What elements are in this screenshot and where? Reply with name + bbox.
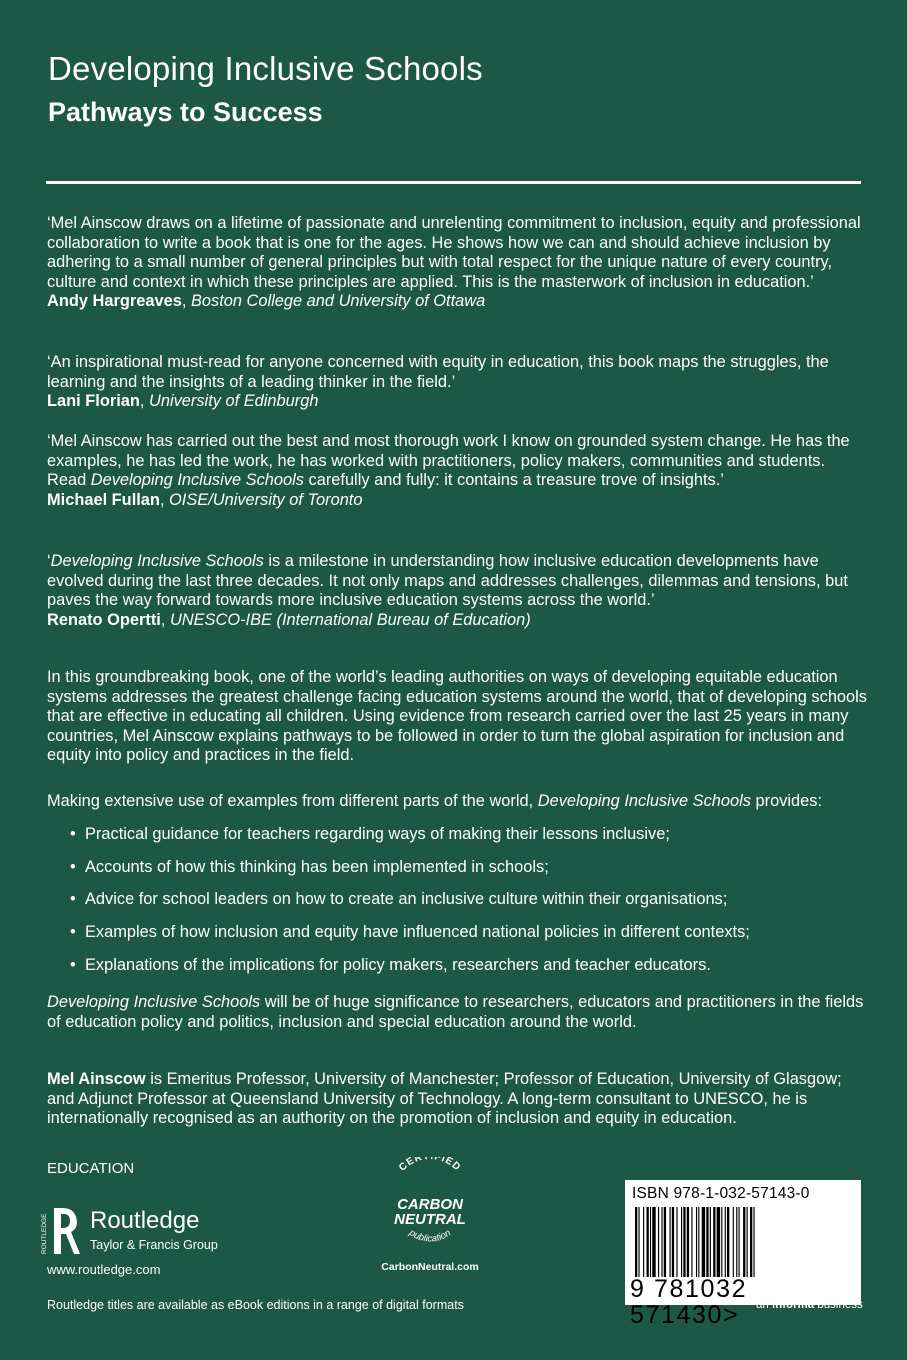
certified-text: CER FIED	[397, 1157, 463, 1174]
routledge-r-icon	[42, 1204, 80, 1256]
publisher-group: Taylor & Francis Group	[90, 1238, 218, 1252]
bullet-icon: •	[70, 825, 76, 843]
quote-author: Lani Florian	[47, 392, 140, 410]
author-name: Mel Ainscow	[47, 1070, 146, 1088]
quote-affiliation: University of Edinburgh	[149, 392, 319, 410]
barcode-bar	[698, 1207, 699, 1277]
quote-book-title: Developing Inclusive Schools	[50, 552, 264, 570]
barcode-bar	[725, 1207, 726, 1277]
routledge-side-text: ROUTLEDGE	[41, 1213, 48, 1254]
quote-open-mark: ‘	[47, 552, 51, 570]
barcode-bar	[736, 1207, 737, 1277]
carbon-neutral-icon	[374, 1157, 486, 1257]
quote-book-title: Developing Inclusive Schools	[90, 471, 304, 489]
book-title: Developing Inclusive Schools	[48, 50, 483, 87]
barcode-bar	[670, 1207, 671, 1277]
list-item-text: Examples of how inclusion and equity have influenced national policies in different contexts;	[85, 923, 750, 942]
barcode-bar	[727, 1207, 729, 1277]
subject-category: EDUCATION	[47, 1160, 135, 1177]
barcode-bar	[750, 1207, 752, 1277]
bullet-icon: •	[70, 857, 76, 876]
barcode-bar	[743, 1207, 745, 1277]
barcode-bar	[650, 1207, 651, 1277]
barcode-bar	[658, 1207, 659, 1277]
barcode-bar	[683, 1207, 685, 1277]
neutral-text: NEUTRAL	[394, 1211, 466, 1228]
barcode-bar	[638, 1207, 639, 1277]
list-item-text: Practical guidance for teachers regarding ways of making their lessons inclusive;	[85, 825, 670, 843]
barcode-bar	[652, 1207, 655, 1277]
bullet-icon: •	[70, 955, 76, 974]
quote-text: ‘Mel Ainscow has carried out the best and most thorough work I know on grounded system change. He has the examples, he has led the work, he has worked with practitioners, policy makers, communities and students. Read	[47, 432, 850, 489]
barcode-bar	[661, 1207, 662, 1277]
intro-book-title: Developing Inclusive Schools	[537, 792, 751, 810]
bullet-icon: •	[70, 923, 76, 942]
barcode-bar	[681, 1207, 682, 1277]
significance-paragraph	[47, 993, 867, 1032]
quote-text: ‘An inspirational must-read for anyone concerned with equity in education, this book maps the struggles, the learning and the insights of a leading thinker in the field.’	[47, 353, 829, 391]
publication-text: publication	[407, 1227, 453, 1245]
barcode-bar	[713, 1207, 715, 1277]
informa-brand: informa	[772, 1299, 815, 1311]
carbon-neutral-logo	[374, 1157, 486, 1277]
barcode-bar	[664, 1207, 666, 1277]
bullet-icon: •	[70, 890, 76, 909]
quote-block-4: ‘Developing Inclusive Schools is a milestone in understanding how inclusive education developments have evolved during the last three decades. It not only maps and addresses challenges, dilemmas and tensions, but paves the way forward towards more inclusive education systems across the world.’ Renato Opertti, UNESCO-IBE (International Bureau of Education)	[47, 552, 848, 629]
quote-author: Andy Hargreaves	[47, 292, 182, 310]
feature-list	[70, 825, 870, 988]
divider-rule	[46, 181, 861, 184]
svg-text:CERTIFIED	[397, 1157, 463, 1174]
barcode-bar	[647, 1207, 649, 1277]
barcode-bar	[687, 1207, 689, 1277]
barcode-bar	[747, 1207, 748, 1277]
routledge-logo	[42, 1204, 252, 1260]
list-item	[70, 858, 870, 878]
barcode-bar	[676, 1207, 677, 1277]
quote-text-end: carefully and fully: it contains a treasure trove of insights.’	[303, 471, 724, 489]
list-item	[70, 956, 870, 976]
list-item	[70, 890, 870, 910]
quote-author: Michael Fullan	[47, 490, 160, 509]
informa-suffix: business	[814, 1299, 863, 1311]
barcode-bar	[672, 1207, 674, 1277]
barcode-bar	[733, 1207, 734, 1277]
quote-author: Renato Opertti	[47, 610, 161, 629]
informa-tagline	[756, 1299, 863, 1311]
list-item-text: Explanations of the implications for policy makers, researchers and teacher educators.	[85, 955, 711, 974]
quote-block-1: ‘Mel Ainscow draws on a lifetime of passionate and unrelenting commitment to inclusion, equity and professional collaboration to write a book that is one for the ages. He shows how we can and should achieve inclusion by adhering to a small number of general principles but with total respect for the unique nature of every country, culture and context in which these principles are applied. This is the masterwork of inclusion in education.’ Andy Hargreaves, Boston College and University of Ottawa	[47, 214, 861, 310]
carbon-neutral-url: CarbonNeutral.com	[381, 1261, 479, 1273]
barcode-bar	[643, 1207, 644, 1277]
list-item	[70, 923, 870, 943]
quote-text: ‘Mel Ainscow draws on a lifetime of passionate and unrelenting commitment to inclusion, equity and professional collaboration to write a book that is one for the ages. He shows how we can and should achieve inclusion by adhering to a small number of general principles but with total respect for the unique nature of every country, culture and context in which these principles are applied. This is the masterwork of inclusion in education.’	[47, 214, 861, 291]
author-bio-text: is Emeritus Professor, University of Manchester; Professor of Education, University of Glasgow; and Adjunct Professor at Queensland University of Technology. A long-term consultant to UNESCO, he is internationally recognised as an authority on the promotion of inclusion and equity in education.	[47, 1070, 842, 1127]
carbon-text: CARBON	[397, 1196, 463, 1213]
barcode-bar	[696, 1207, 697, 1277]
list-item	[70, 825, 870, 845]
book-subtitle: Pathways to Success	[48, 97, 323, 127]
significance-book-title: Developing Inclusive Schools	[47, 993, 261, 1011]
ebook-footer-note: Routledge titles are available as eBook editions in a range of digital formats	[47, 1298, 464, 1312]
informa-prefix: an	[756, 1299, 772, 1311]
barcode-bar	[702, 1207, 705, 1277]
quote-affiliation: OISE/University of Toronto	[169, 490, 363, 509]
quote-affiliation: Boston College and University of Ottawa	[190, 292, 486, 310]
barcode-bar	[717, 1207, 720, 1277]
list-item-text: Accounts of how this thinking has been implemented in schools;	[85, 857, 549, 876]
barcode-bar	[706, 1207, 708, 1277]
quote-block-3: ‘Mel Ainscow has carried out the best and most thorough work I know on grounded system change. He has the examples, he has led the work, he has worked with practitioners, policy makers, communities and students. Read Developing Inclusive Schools carefully and fully: it contains a treasure trove of insights.’ Michael Fullan, OISE/University of Toronto	[47, 432, 850, 509]
isbn-label: ISBN 978-1-032-57143-0	[632, 1185, 810, 1202]
isbn-number: 9 781032 571430	[630, 1275, 748, 1329]
barcode-bar	[635, 1207, 637, 1277]
quote-block-2: ‘An inspirational must-read for anyone concerned with equity in education, this book maps the struggles, the learning and the insights of a leading thinker in the field.’ Lani Florian, University of Edinburgh	[47, 353, 829, 410]
quote-text-end: is a milestone in understanding how inclusive education developments have evolved during the last three decades. It not only maps and addresses challenges, dilemmas and tensions, but paves the way forward towards more inclusive education systems across the world.’	[47, 552, 848, 609]
barcode-bar	[710, 1207, 711, 1277]
quote-affiliation: UNESCO-IBE (International Bureau of Education)	[169, 610, 531, 629]
barcode-bars	[635, 1207, 845, 1277]
significance-text: will be of huge significance to researchers, educators and practitioners in the fields of education policy and politics, inclusion and special education around the world.	[47, 993, 864, 1031]
barcode-bar	[739, 1207, 740, 1277]
author-bio	[47, 1070, 867, 1129]
list-item-text: Advice for school leaders on how to create an inclusive culture within their organisations;	[85, 890, 728, 909]
isbn-arrow: >	[723, 1301, 740, 1329]
publisher-url: www.routledge.com	[47, 1262, 161, 1277]
barcode-bar	[691, 1207, 692, 1277]
intro-before: Making extensive use of examples from different parts of the world,	[47, 792, 538, 810]
barcode-bar	[721, 1207, 722, 1277]
svg-text:publication	[406, 1227, 453, 1245]
barcode-bar	[753, 1207, 754, 1277]
provides-intro	[47, 792, 867, 812]
book-description: In this groundbreaking book, one of the world’s leading authorities on ways of developing equitable education systems addresses the greatest challenge facing education systems around the world, that of developing schools that are effective in educating all children. Using evidence from research carried over the last 25 years in many countries, Mel Ainscow explains pathways to be followed in order to turn the global aspiration for inclusion and equity into policy and practices in the field.	[47, 668, 868, 764]
publisher-name: Routledge	[90, 1207, 200, 1234]
intro-after: provides:	[750, 792, 823, 810]
